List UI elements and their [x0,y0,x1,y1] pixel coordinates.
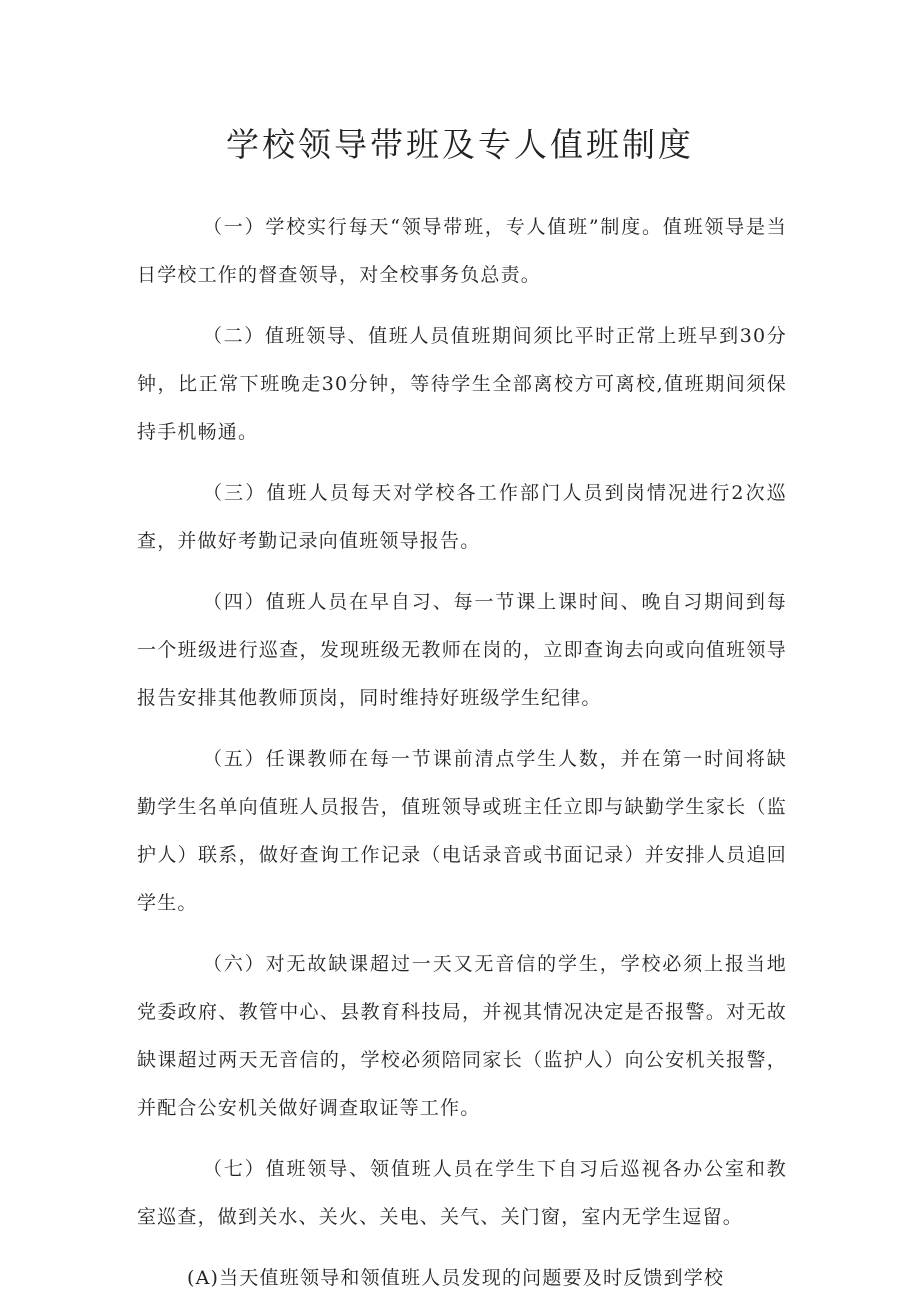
document-title: 学校领导带班及专人值班制度 [226,125,694,164]
paragraph-4: （四）值班人员在早自习、每一节课上课时间、晚自习期间到每一个班级进行巡查，发现班级无教师在岗的，立即查询去向或向值班领导报告安排其他教师顶岗，同时维持好班级学生纪律。 [137,591,787,709]
paragraph-1: （一）学校实行每天“领导带班，专人值班”制度。值班领导是当日学校工作的督查领导，对全校事务负总责。 [137,216,787,286]
paragraph-5: （五）任课教师在每一节课前清点学生人数，并在第一时间将缺勤学生名单向值班人员报告，值班领导或班主任立即与缺勤学生家长（监护人）联系，做好查询工作记录（电话录音或书面记录）并安排人员追回学生。 [137,748,787,914]
paragraph-7: （七）值班领导、领值班人员在学生下自习后巡视各办公室和教室巡查，做到关水、关火、关电、关气、关门窗，室内无学生逗留。 [137,1158,787,1228]
paragraph-6: （六）对无故缺课超过一天又无音信的学生，学校必须上报当地党委政府、教管中心、县教育科技局，并视其情况决定是否报警。对无故缺课超过两天无音信的，学校必须陪同家长（监护人）向公安机关报警，并配合公安机关做好调查取证等工作。 [137,953,787,1119]
paragraph-8: (A)当天值班领导和领值班人员发现的问题要及时反馈到学校 [187,1267,725,1289]
document-body [137,203,787,1315]
paragraph-2: （二）值班领导、值班人员值班期间须比平时正常上班早到30分钟，比正常下班晚走30分钟，等待学生全部离校方可离校,值班期间须保持手机畅通。 [137,325,787,443]
paragraph-3: （三）值班人员每天对学校各工作部门人员到岗情况进行2次巡查，并做好考勤记录向值班领导报告。 [137,482,787,552]
